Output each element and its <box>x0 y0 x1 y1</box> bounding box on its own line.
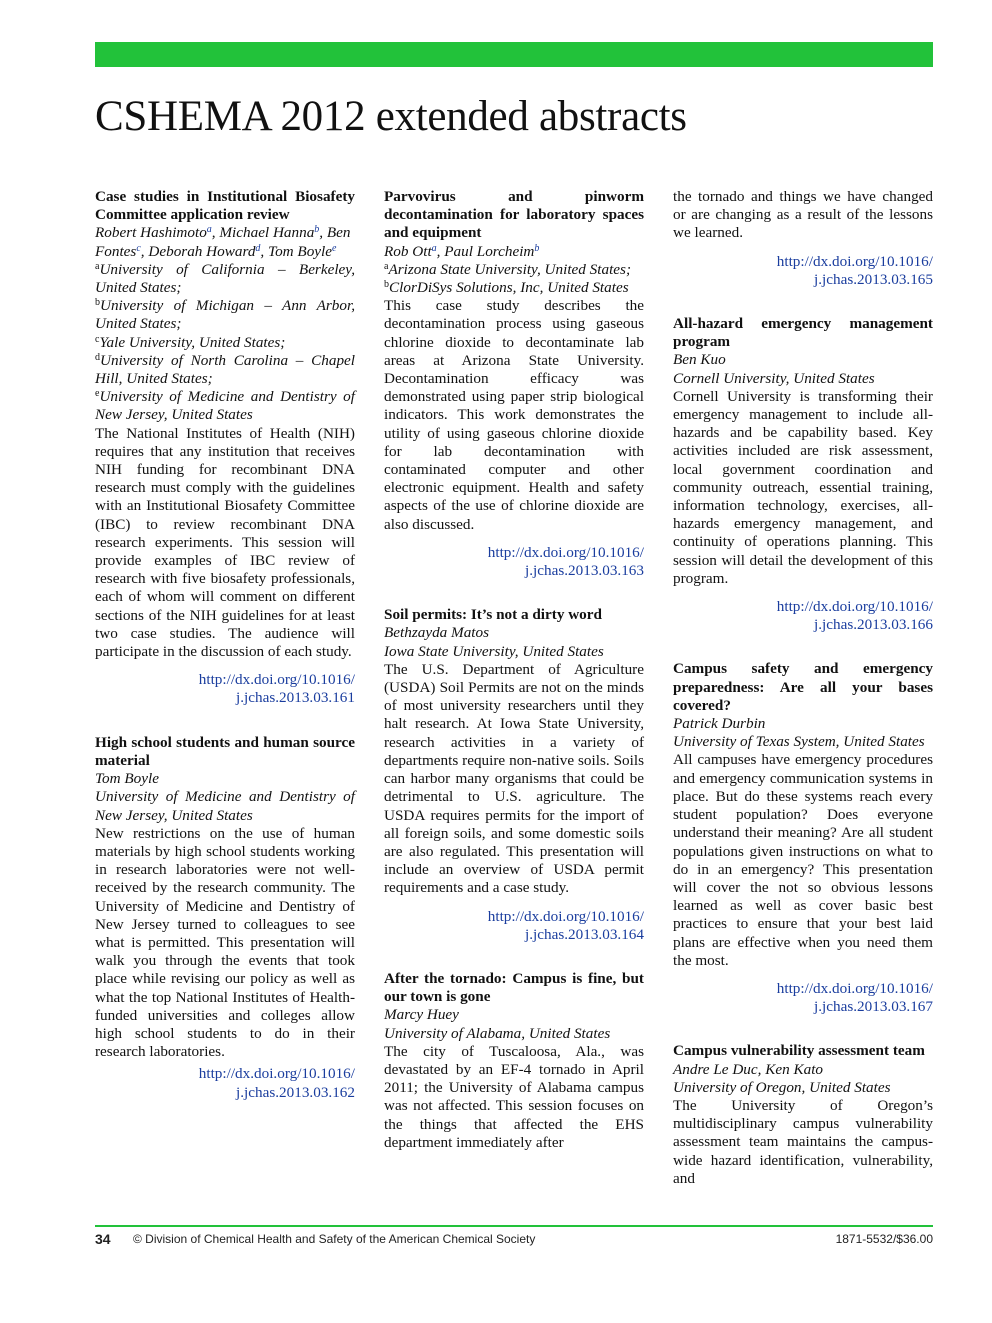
abstract-6 <box>673 315 933 634</box>
affiliation: $^b$University of Michigan – Ann Arbor, United States; <box>95 297 355 333</box>
author-sup[interactable]: c <box>136 242 141 254</box>
affiliation: University of Medicine and Dentistry of New Jersey, United States <box>95 788 355 824</box>
author: Bethzayda Matos <box>384 624 490 642</box>
author: Andre Le Duc, Ken Kato <box>673 1060 824 1078</box>
abstract-body: This case study describes the decontamination process using gaseous chlorine dioxide to decontaminate lab areas at Arizona State University. Decontamination efficacy was demonstrated using paper strip biological indicators. This work demonstrates the utility of using gaseous chlorine dioxide for lab decontamination with contaminated computer and other electronic equipment. Health and safety aspects of the use of chlorine dioxide are also discussed. <box>384 297 644 533</box>
affiliation: $^e$University of Medicine and Dentistry of New Jersey, United States <box>95 388 355 424</box>
affiliation: University of Alabama, United States <box>384 1024 611 1042</box>
author-sup[interactable]: e <box>332 242 337 254</box>
abstract-body: New restrictions on the use of human materials by high school students working in research laboratories were not well-received by the research community. The University of Medicine and Dentistry of New Jersey turned to colleagues to see what is permitted. This presentation will walk you through the events that took place while revising our policy as well as what the top National Institutes of Health-funded universities and colleges allow high school students to do in their research laboratories. <box>95 824 355 1061</box>
author: Ben Fontes <box>95 224 351 260</box>
author-sup[interactable]: b <box>534 242 540 254</box>
abstract-body: The city of Tuscaloosa, Ala., was devastated by an EF-4 tornado in April 2011; the University of Alabama campus was not affected. This session focuses on the things that affected the EHS department immediately after <box>384 1042 644 1151</box>
abstract-title: Parvovirus and pinworm decontamination for laboratory spaces and equipment <box>384 188 644 242</box>
author: Tom Boyle <box>268 242 332 260</box>
footer-rule <box>95 1225 933 1227</box>
page-footer <box>95 1231 933 1249</box>
author: Paul Lorcheim <box>444 242 535 260</box>
affiliation: $^c$Yale University, United States; <box>95 333 286 351</box>
doi-link[interactable]: http://dx.doi.org/10.1016/ j.jchas.2013.03.163 <box>487 543 644 580</box>
affiliation: University of Oregon, United States <box>673 1078 891 1096</box>
author: Deborah Howard <box>148 242 256 260</box>
copyright-notice: © Division of Chemical Health and Safety of the American Chemical Society <box>133 1232 536 1246</box>
abstract-body: Cornell University is transforming their emergency management to include all-hazards and be capability based. Key activities included are risk assessment, local government coordination and community outreach, essential training, information technology, exercises, all-hazards emergency management, and continuity of operations planning. This session will detail the development of this program. <box>673 387 933 587</box>
abstract-8 <box>673 1042 933 1188</box>
doi-link[interactable]: http://dx.doi.org/10.1016/ j.jchas.2013.03.166 <box>776 598 933 634</box>
abstract-title: Campus vulnerability assessment team <box>673 1042 925 1060</box>
header-accent-bar <box>95 42 933 67</box>
affiliation: $^a$Arizona State University, United States; <box>384 260 632 278</box>
issn-price: 1871-5532/$36.00 <box>835 1232 933 1246</box>
abstract-body: All campuses have emergency procedures and emergency communication systems in place. But do these systems reach every student population? Does everyone understand their meaning? Are all student populations given instructions on what to do in an emergency? This presentation will cover the not so obvious lessons learned as well as cover basic best practices to ensure that your best laid plans are effective when you need them the most. <box>673 751 933 969</box>
abstract-title: Case studies in Institutional Biosafety Committee application review <box>95 188 355 224</box>
doi-link[interactable]: http://dx.doi.org/10.1016/ j.jchas.2013.03.165 <box>776 252 933 288</box>
abstract-5-continued <box>673 188 933 289</box>
author-sup[interactable]: a <box>206 224 212 236</box>
abstract-title: All-hazard emergency management program <box>673 315 933 351</box>
column-3 <box>673 188 933 1188</box>
affiliation: $^b$ClorDiSys Solutions, Inc, United States <box>384 279 629 297</box>
journal-section-title: CSHEMA 2012 extended abstracts <box>95 93 687 140</box>
column-2 <box>384 188 644 1152</box>
abstract-body: The U.S. Department of Agriculture (USDA) Soil Permits are not on the minds of most university researchers until they halt research. At Iowa State University, research activities in a variety of departments require non-native soils. Soils can harbor many organisms that could be detrimental to U.S. agriculture. The USDA requires permits for the import of all foreign soils, and some domestic soils are also regulated. This presentation will include an overview of USDA permit requirements and a case study. <box>384 660 644 897</box>
author-list: Robert Hashimoto$^a$, Michael Hanna$^b$, Ben Fontes$^c$, Deborah Howard$^d$, Tom Boyle$^e$ <box>95 224 351 260</box>
author-list: Rob Ott$^a$, Paul Lorcheim$^b$ <box>384 242 540 260</box>
abstract-title: High school students and human source material <box>95 733 355 769</box>
author: Ben Kuo <box>673 351 726 369</box>
author: Tom Boyle <box>95 770 159 788</box>
page-number: 34 <box>95 1231 111 1247</box>
abstract-body: The University of Oregon’s multidisciplinary campus vulnerability assessment team maintains the campus-wide hazard identification, vulnerability, and <box>673 1096 933 1187</box>
author: Rob Ott <box>384 242 432 260</box>
abstract-title: Campus safety and emergency preparedness: Are all your bases covered? <box>673 660 933 714</box>
doi-link[interactable]: http://dx.doi.org/10.1016/ j.jchas.2013.03.162 <box>198 1065 355 1101</box>
author-sup[interactable]: a <box>431 242 437 254</box>
author: Robert Hashimoto <box>95 224 207 242</box>
abstract-title: After the tornado: Campus is fine, but our town is gone <box>384 969 644 1006</box>
author-sup[interactable]: d <box>255 242 261 254</box>
abstract-1 <box>95 188 355 708</box>
author: Michael Hanna <box>219 224 315 242</box>
affiliation: $^d$University of North Carolina – Chapel Hill, United States; <box>95 351 355 388</box>
affiliation: Cornell University, United States <box>673 369 875 387</box>
abstract-4 <box>384 606 644 944</box>
abstract-5 <box>384 970 644 1152</box>
doi-link[interactable]: http://dx.doi.org/10.1016/ j.jchas.2013.03.161 <box>198 671 355 707</box>
column-1 <box>95 188 355 1102</box>
abstract-title: Soil permits: It’s not a dirty word <box>384 606 602 624</box>
abstract-body: The National Institutes of Health (NIH) requires that any institution that receives NIH funding for recombinant DNA research must comply with the guidelines with an Institutional Biosafety Committee (IBC) to review recombinant DNA research experiments. This session will provide examples of IBC review of research with five biosafety professionals, each of whom will comment on different sections of the NIH guidelines for at least two case studies. The audience will participate in the discussion of each study. <box>95 424 355 661</box>
affiliation: $^a$University of California – Berkeley, United States; <box>95 260 355 297</box>
author-sup[interactable]: b <box>314 224 320 236</box>
abstract-body: the tornado and things we have changed or are changing as a result of the lessons we learned. <box>673 188 933 242</box>
doi-link[interactable]: http://dx.doi.org/10.1016/ j.jchas.2013.03.164 <box>487 907 644 943</box>
author: Patrick Durbin <box>673 715 766 733</box>
abstract-7 <box>673 660 933 1016</box>
affiliation: University of Texas System, United States <box>673 733 925 751</box>
author: Marcy Huey <box>384 1006 459 1024</box>
affiliation: Iowa State University, United States <box>384 642 604 660</box>
doi-link[interactable]: http://dx.doi.org/10.1016/ j.jchas.2013.03.167 <box>776 979 933 1016</box>
abstract-2 <box>95 734 355 1102</box>
abstract-3 <box>384 188 644 580</box>
